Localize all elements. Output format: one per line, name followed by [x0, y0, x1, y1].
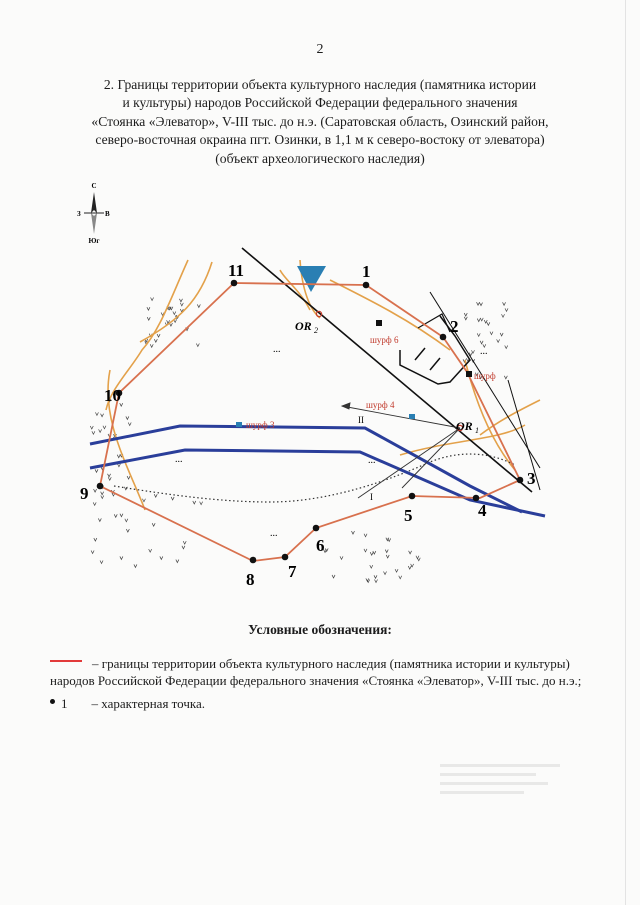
vegetation-mark — [180, 303, 183, 306]
page-edge — [625, 0, 626, 905]
page-number: 2 — [316, 42, 324, 57]
vegetation-mark — [101, 495, 104, 498]
title-line: северо-восточная окраина пгт. Озинки, в 1,1 м к северо-востоку от элеватора) — [95, 132, 545, 148]
vegetation-mark — [386, 555, 389, 558]
point-label-5: 5 — [404, 506, 413, 525]
site-map — [70, 240, 570, 600]
vegetation-mark — [152, 523, 155, 526]
vegetation-mark — [490, 332, 493, 335]
faint-stamp — [440, 758, 560, 818]
vegetation-mark — [91, 551, 94, 554]
water-body — [297, 266, 326, 292]
point-label-6: 6 — [316, 536, 325, 555]
road-ii-label: II — [358, 415, 364, 425]
shurf4-label: шурф 4 — [366, 400, 395, 410]
vegetation-mark — [134, 564, 137, 567]
point-label-2: 2 — [450, 317, 459, 336]
point-marker-5 — [409, 493, 416, 500]
point-label-7: 7 — [288, 562, 297, 581]
vegetation-mark — [364, 549, 367, 552]
vegetation-mark — [98, 518, 101, 521]
vegetation-mark — [196, 343, 199, 346]
page-title — [62, 76, 578, 168]
terrain-contours — [106, 260, 540, 510]
vegetation-mark — [193, 501, 196, 504]
point-label-3: 3 — [527, 469, 536, 488]
vegetation-mark — [497, 339, 500, 342]
vegetation-mark — [351, 531, 354, 534]
dots-mark: ... — [480, 346, 488, 357]
pit-marker-icon — [236, 422, 242, 427]
vegetation-mark — [340, 556, 343, 559]
vegetation-mark — [197, 304, 200, 307]
point-label-10: 10 — [104, 386, 121, 405]
point-marker-6 — [313, 525, 320, 532]
shurf6-label: шурф 6 — [370, 335, 399, 345]
compass-south-label: Юг — [88, 237, 100, 245]
vegetation-mark — [500, 333, 503, 336]
or1-label: OR — [456, 419, 473, 433]
vegetation-mark — [173, 312, 176, 315]
compass-west-label: З — [77, 210, 81, 218]
vegetation-mark — [182, 546, 185, 549]
vegetation-mark — [120, 556, 123, 559]
vegetation-mark — [464, 317, 467, 320]
vegetation-mark — [147, 317, 150, 320]
vegetation-mark — [504, 376, 507, 379]
vegetation-mark — [108, 477, 111, 480]
vegetation-mark — [151, 298, 154, 301]
pit-marker-icon — [409, 414, 415, 419]
vegetation-mark — [364, 534, 367, 537]
dots-mark: ... — [368, 455, 376, 466]
vegetation-mark — [388, 538, 391, 541]
vegetation-mark — [150, 344, 153, 347]
vegetation-mark — [93, 502, 96, 505]
vegetation-mark — [95, 412, 98, 415]
vegetation-mark — [125, 519, 128, 522]
shurf-label: шурф — [474, 371, 496, 381]
vegetation-mark — [477, 319, 480, 322]
dots-mark: ... — [175, 454, 183, 465]
title-line: (объект археологического наследия) — [215, 150, 425, 166]
legend-heading: Условные обозначения: — [248, 622, 392, 637]
building-outline — [400, 316, 470, 384]
vegetation-mark — [370, 565, 373, 568]
contour-line — [140, 262, 212, 342]
compass-east-label: В — [105, 210, 110, 218]
vegetation-mark — [200, 502, 203, 505]
vegetation-mark — [477, 302, 480, 305]
survey-ray — [402, 428, 460, 488]
vegetation-mark — [503, 302, 506, 305]
point-marker-2 — [440, 334, 447, 341]
or1-subscript: 1 — [475, 426, 479, 435]
vegetation-mark — [384, 571, 387, 574]
vegetation-mark — [505, 345, 508, 348]
vegetation-mark — [480, 303, 483, 306]
point-marker-11 — [231, 280, 238, 287]
point-marker-3 — [517, 477, 524, 484]
vegetation-mark — [154, 339, 157, 342]
point-marker-1 — [363, 282, 370, 289]
vegetation-mark — [505, 308, 508, 311]
vegetation-mark — [375, 579, 378, 582]
vegetation-mark — [183, 541, 186, 544]
vegetation-mark — [90, 426, 93, 429]
vegetation-mark — [94, 489, 97, 492]
vegetation-mark — [176, 560, 179, 563]
shurf3-label: шурф 3 — [246, 420, 275, 430]
title-line: «Стоянка «Элеватор», V-III тыс. до н.э. (Саратовская область, Озинский район, — [91, 113, 549, 129]
vegetation-mark — [179, 299, 182, 302]
point-label-1: 1 — [362, 262, 371, 281]
vegetation-mark — [408, 566, 411, 569]
point-marker-9 — [97, 483, 104, 490]
compass-north-arrow-icon — [91, 192, 97, 213]
vegetation-mark — [147, 307, 150, 310]
vegetation-mark — [94, 538, 97, 541]
dots-mark: ... — [270, 528, 278, 539]
vegetation-mark — [142, 499, 145, 502]
compass-south-arrow-icon — [91, 213, 97, 234]
vegetation-mark — [117, 455, 120, 458]
compass-north-label: С — [91, 182, 97, 190]
point-label-8: 8 — [246, 570, 255, 589]
vegetation-mark — [416, 556, 419, 559]
vegetation-mark — [477, 333, 480, 336]
vegetation-mark — [464, 313, 467, 316]
vegetation-mark — [480, 341, 483, 344]
vegetation-mark — [374, 575, 377, 578]
vegetation-mark — [332, 575, 335, 578]
vegetation-mark — [160, 556, 163, 559]
title-line: и культуры) народов Российской Федерации федерального значения — [122, 95, 518, 111]
or2-label: OR — [295, 319, 312, 333]
vegetation-mark — [114, 514, 117, 517]
point-label-11: 11 — [228, 261, 245, 280]
vegetation-mark — [101, 492, 104, 495]
legend-boundary-line — [50, 660, 82, 662]
legend-boundary-row — [50, 655, 590, 689]
road-line — [90, 450, 545, 516]
vegetation-mark — [395, 569, 398, 572]
point-label-4: 4 — [478, 501, 487, 520]
vegetation-mark — [154, 494, 157, 497]
compass-rose — [74, 180, 114, 246]
vegetation-mark — [101, 414, 104, 417]
vegetation-mark — [126, 529, 129, 532]
road-i-label: I — [370, 492, 373, 502]
vegetation-mark — [120, 514, 123, 517]
vegetation-mark — [480, 318, 483, 321]
vegetation-mark — [149, 549, 152, 552]
pit-marker-icon — [376, 320, 382, 326]
vegetation-mark — [127, 476, 130, 479]
vegetation-mark — [100, 560, 103, 563]
or2-subscript: 2 — [314, 326, 318, 335]
point-marker-8 — [250, 557, 257, 564]
vegetation-mark — [409, 551, 412, 554]
arrow-head-icon — [342, 403, 350, 409]
legend-point-text: – характерная точка. — [91, 696, 206, 711]
vegetation-mark — [108, 474, 111, 477]
vegetation-mark — [487, 322, 490, 325]
pit-marker-icon — [466, 371, 472, 377]
legend-boundary-text: – границы территории объекта культурного наследия (памятника истории и культуры) народов Российской Федерации федерального значения «Стоянка «Элеватор», V-III тыс. до н.э.; — [50, 656, 582, 688]
legend-point-row — [50, 696, 205, 712]
vegetation-mark — [128, 422, 131, 425]
vegetation-mark — [385, 550, 388, 553]
vegetation-mark — [99, 429, 102, 432]
vegetation-mark — [103, 426, 106, 429]
title-line: 2. Границы территории объекта культурного наследия (памятника истории — [103, 77, 537, 92]
point-marker-7 — [282, 554, 289, 561]
legend-point-number: 1 — [61, 696, 68, 711]
vegetation-mark — [370, 552, 373, 555]
vegetation-mark — [126, 416, 129, 419]
vegetation-mark — [157, 334, 160, 337]
vegetation-mark — [92, 431, 95, 434]
vegetation-mark — [502, 314, 505, 317]
legend-point-dot-icon — [50, 699, 55, 704]
dots-mark: ... — [273, 344, 281, 355]
vegetation-mark — [171, 497, 174, 500]
point-label-9: 9 — [80, 484, 89, 503]
vegetation-mark — [399, 576, 402, 579]
vegetation-mark — [95, 469, 98, 472]
